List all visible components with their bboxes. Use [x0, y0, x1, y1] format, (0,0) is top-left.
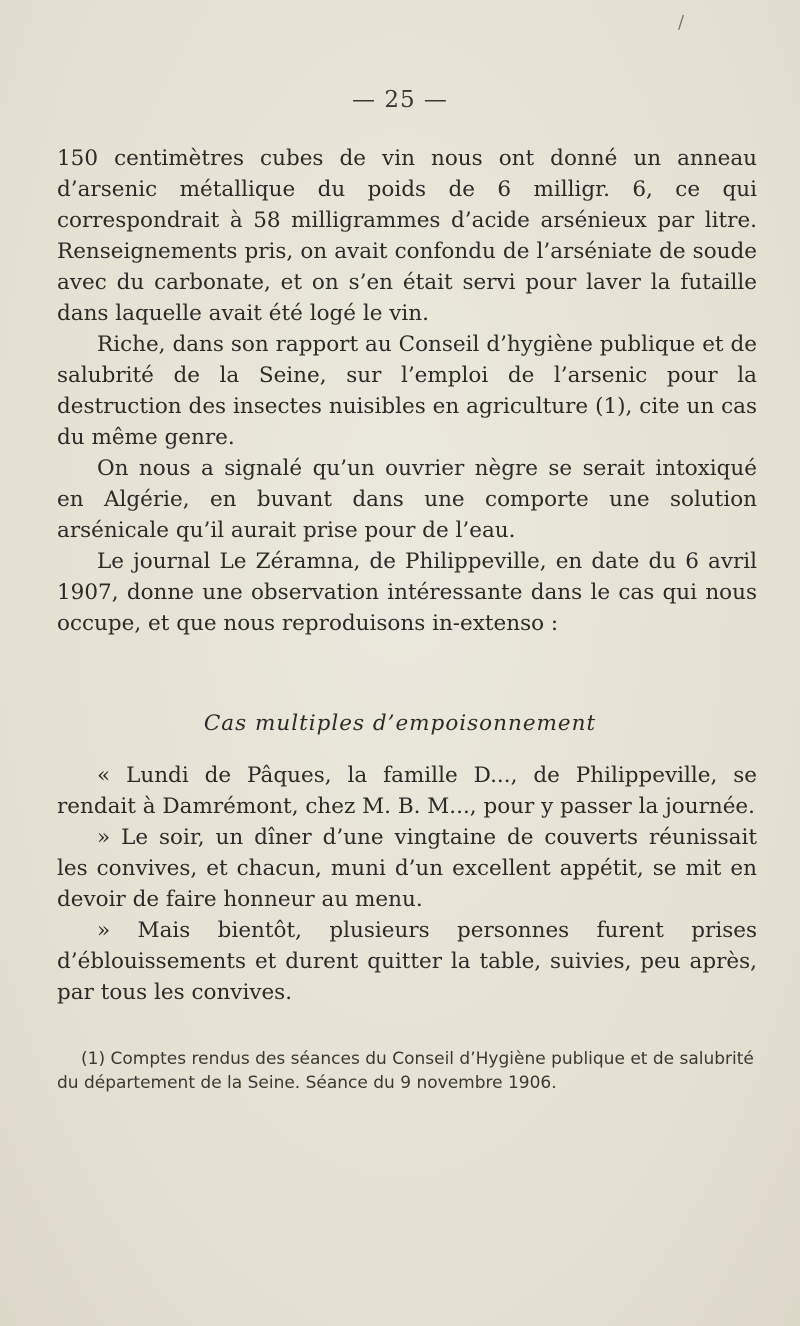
- quote-paragraph-2: » Le soir, un dîner d’une vingtaine de couverts réunissait les convives, et chacun, muni d’un excellent appétit, se mit en devoir de faire honneur au menu.: [57, 825, 757, 912]
- body-text: [57, 143, 757, 639]
- footnote: [57, 1047, 762, 1095]
- paragraph-4: Le journal Le Zéramna, de Philippeville, en date du 6 avril 1907, donne une observation intéressante dans le cas qui nous occupe, et que nous reproduisons in-extenso :: [57, 549, 757, 636]
- quote-paragraph-3: » Mais bientôt, plusieurs personnes furent prises d’éblouissements et durent quitter la table, suivies, peu après, par tous les convives.: [57, 918, 757, 1005]
- footnote-text: (1) Comptes rendus des séances du Conseil d’Hygiène publique et de salubrité du département de la Seine. Séance du 9 novembre 1906.: [57, 1049, 754, 1093]
- quoted-text: [57, 760, 757, 1008]
- quote-paragraph-1: « Lundi de Pâques, la famille D..., de Philippeville, se rendait à Damrémont, chez M. B. M..., pour y passer la journée.: [57, 763, 757, 819]
- paragraph-2: Riche, dans son rapport au Conseil d’hygiène publique et de salubrité de la Seine, sur l’emploi de l’arsenic pour la destruction des insectes nuisibles en agriculture (1), cite un cas du même genre.: [57, 332, 757, 450]
- corner-mark: /: [678, 12, 685, 33]
- page-number: — 25 —: [352, 87, 448, 113]
- paragraph-1: 150 centimètres cubes de vin nous ont donné un anneau d’arsenic métallique du poids de 6 milligr. 6, ce qui correspondrait à 58 milligrammes d’acide arsénieux par litre. Renseignements pris, on avait confondu de l’arséniate de soude avec du carbonate, et on s’en était servi pour laver la futaille dans laquelle avait été logé le vin.: [57, 146, 757, 326]
- paragraph-3: On nous a signalé qu’un ouvrier nègre se serait intoxiqué en Algérie, en buvant dans une comporte une solution arsénicale qu’il aurait prise pour de l’eau.: [57, 456, 757, 543]
- section-title: Cas multiples d’empoisonnement: [203, 711, 597, 736]
